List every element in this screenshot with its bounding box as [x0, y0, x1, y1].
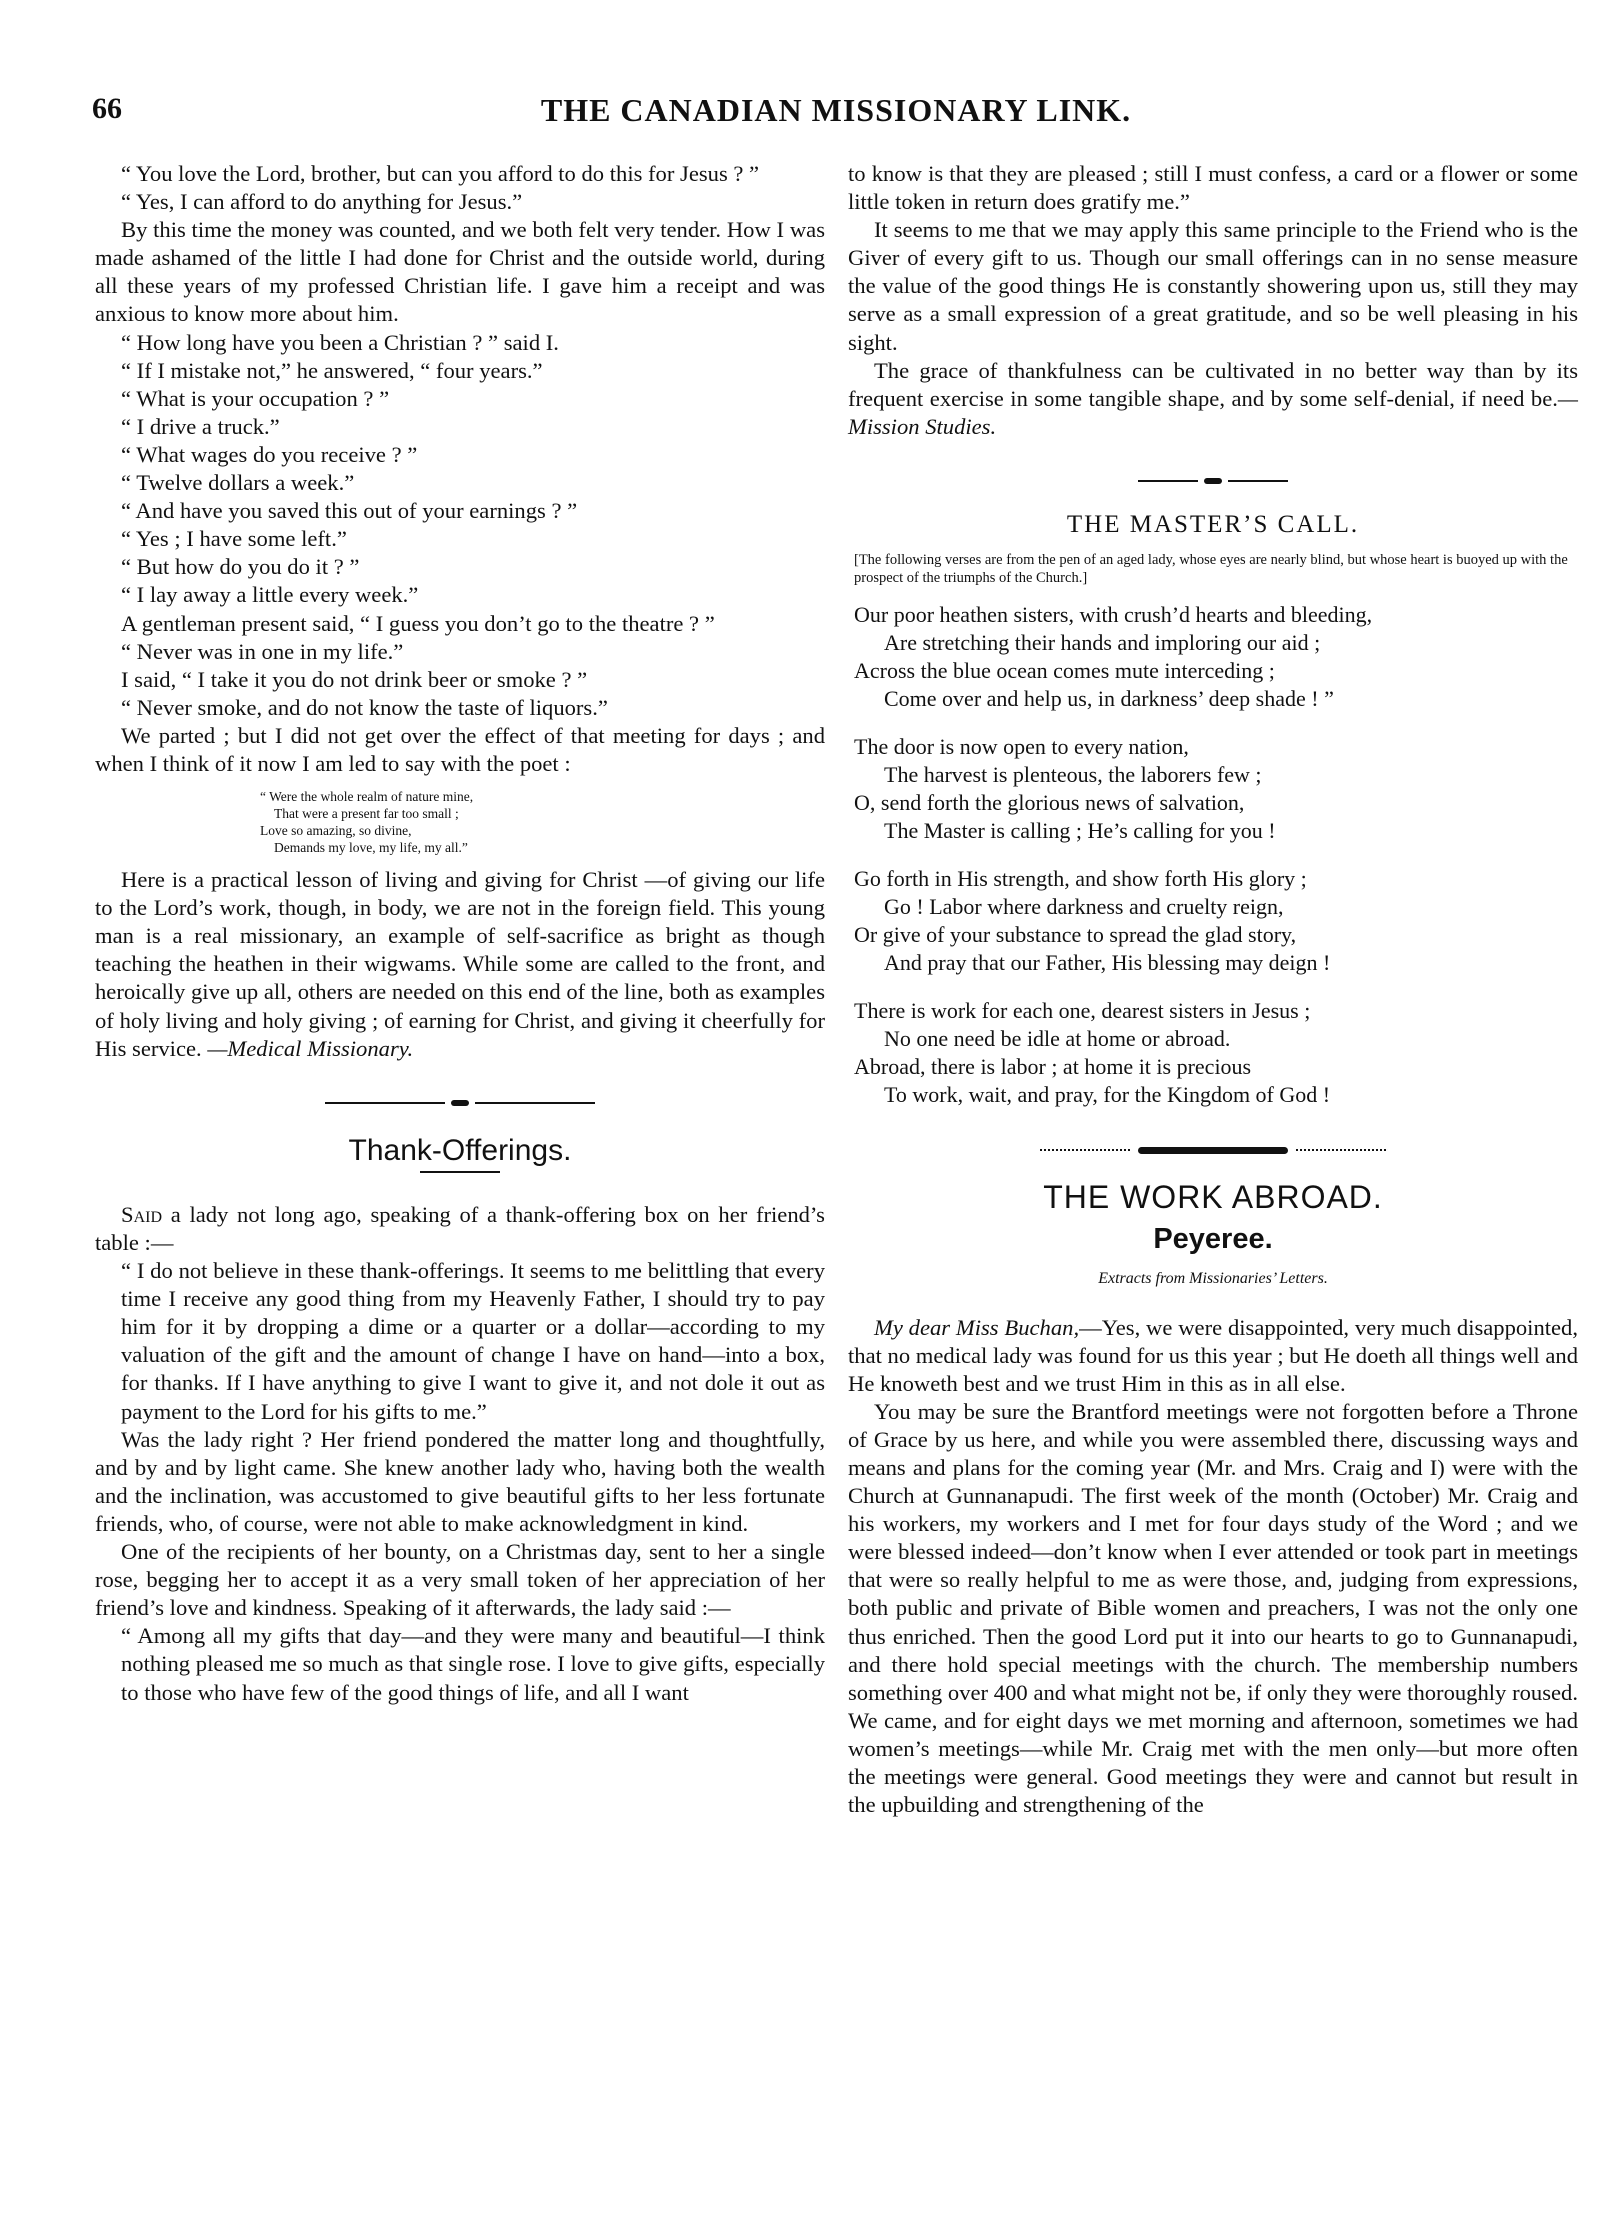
paragraph: “ You love the Lord, brother, but can you afford to do this for Jesus ? ”: [121, 161, 760, 186]
closing-paragraph: [95, 866, 825, 1063]
verse-line: No one need be idle at home or abroad.: [884, 1026, 1231, 1052]
letter-body: [848, 1314, 1578, 1820]
title-rule: [420, 1171, 500, 1173]
verse-line: To work, wait, and pray, for the Kingdom of God !: [884, 1082, 1331, 1108]
verse-line: Across the blue ocean comes mute interceding ;: [854, 658, 1275, 684]
running-head: THE CANADIAN MISSIONARY LINK.: [540, 92, 1132, 128]
paragraph: “ Twelve dollars a week.”: [121, 470, 355, 496]
paragraph: “ If I mistake not,” he answered, “ four years.”: [121, 357, 543, 383]
paragraph: [848, 1314, 1578, 1398]
paragraph-text: The grace of thankfulness can be cultivated in no better way than by its frequent exercise in some tangible shape, and by some self-denial, if need be.: [848, 357, 1578, 411]
masters-call-title: THE MASTER’S CALL.: [1066, 511, 1360, 539]
verse-line: O, send forth the glorious news of salvation,: [854, 790, 1245, 816]
section-separator: [95, 1087, 825, 1115]
verse-line: Come over and help us, in darkness’ deep shade ! ”: [884, 686, 1334, 712]
peyeree-title: Peyeree.: [1153, 1223, 1273, 1256]
verse-line: Are stretching their hands and imploring our aid ;: [884, 630, 1321, 656]
paragraph: I said, “ I take it you do not drink beer or smoke ? ”: [121, 666, 588, 692]
stanza: [854, 601, 1578, 713]
right-column: [848, 160, 1578, 1819]
paragraph: “ Yes ; I have some left.”: [121, 526, 347, 552]
lead-word: Said: [121, 1201, 163, 1227]
verse-line: The harvest is plenteous, the laborers few ;: [884, 762, 1262, 788]
paragraph: “ I drive a truck.”: [121, 413, 280, 439]
extracts-caption: Extracts from Missionaries’ Letters.: [1098, 1270, 1328, 1288]
masters-call-verses: [848, 601, 1578, 1109]
left-dialogue: [95, 160, 825, 778]
paragraph: “ What wages do you receive ? ”: [121, 441, 418, 467]
salutation: My dear Miss Buchan,: [874, 1314, 1080, 1340]
thank-offerings-body: [95, 1201, 825, 1707]
paragraph: “ But how do you do it ? ”: [121, 554, 360, 580]
left-column: [95, 160, 825, 1707]
verse-line: Go ! Labor where darkness and cruelty reign,: [884, 894, 1284, 920]
paragraph-text: It seems to me that we may apply this same principle to the Friend who is the Giver of every gift to us. Though our small offerings can in no sense measure the value of the good things He is constantly showering upon us, still they may serve as a small expression of a great gratitude, and so be well pleasing in his sight.: [848, 217, 1578, 355]
page-header: [92, 92, 1580, 138]
verse-line: Or give of your substance to spread the glad story,: [854, 922, 1297, 948]
section-separator-2: [848, 465, 1578, 493]
paragraph: “ Never was in one in my life.”: [121, 638, 404, 664]
paragraph: [848, 160, 1578, 216]
paragraph: “ What is your occupation ? ”: [121, 385, 390, 411]
verse-line: Our poor heathen sisters, with crush’d hearts and bleeding,: [854, 602, 1373, 628]
verse-line: There is work for each one, dearest sisters in Jesus ;: [854, 998, 1311, 1024]
poem-line: “ Were the whole realm of nature mine,: [260, 789, 474, 805]
poem-line: Love so amazing, so divine,: [260, 823, 412, 839]
stanza: [854, 733, 1578, 845]
poem-line: Demands my love, my life, my all.”: [274, 840, 468, 856]
quoted-hymn: [260, 788, 825, 856]
paragraph: “ Never smoke, and do not know the taste of liquors.”: [121, 694, 608, 720]
verse-line: Abroad, there is labor ; at home it is precious: [854, 1054, 1252, 1080]
poem-line: That were a present far too small ;: [274, 806, 459, 822]
closing-text: Here is a practical lesson of living and giving for Christ —of giving our life to the Lord’s work, though, in body, we are not in the foreign field. This young man is a real missionary, an example of self-sacrifice as bright as though teaching the heathen in their wigwams. While some are called to the front, and heroically give up all, others are needed on this end of the line, both as examples of holy living and holy giving ; of earning for Christ, and giving it cheerfully for His service.: [95, 867, 825, 1061]
stanza: [854, 865, 1578, 977]
paragraph: Was the lady right ? Her friend pondered the matter long and thoughtfully, and by and by light came. She knew another lady who, having both the wealth and the inclination, was accustomed to give beautiful gifts to her less fortunate friends, who, of course, were not able to make acknowledgment in kind.: [95, 1426, 825, 1536]
paragraph: “ How long have you been a Christian ? ” said I.: [121, 329, 559, 355]
paragraph-text: —Yes, we were disappointed, very much disappointed, that no medical lady was found for us this year ; but He doeth all things well and He knoweth best and we trust Him in this as in all else.: [848, 1314, 1579, 1396]
verse-line: And pray that our Father, His blessing may deign !: [884, 950, 1331, 976]
paragraph: By this time the money was counted, and we both felt very tender. How I was made ashamed of the little I had done for Christ and the outside world, during all these years of my professed Christian life. I gave him a receipt and was anxious to know more about him.: [95, 217, 825, 327]
closing-attribution: —Medical Missionary.: [207, 1035, 414, 1061]
paragraph-text: a lady not long ago, speaking of a thank-offering box on her friend’s table :—: [95, 1201, 825, 1255]
verse-line: The Master is calling ; He’s calling for you !: [884, 818, 1276, 844]
verse-line: Go forth in His strength, and show forth His glory ;: [854, 866, 1307, 892]
paragraph: “ Among all my gifts that day—and they were many and beautiful—I think nothing pleased me so much as that single rose. I love to give gifts, especially to those who have few of the good things of life, and all I want: [121, 1623, 825, 1705]
verse-line: The door is now open to every nation,: [854, 734, 1189, 760]
right-continuation: [848, 160, 1578, 441]
paragraph: We parted ; but I did not get over the effect of that meeting for days ; and when I think of it now I am led to say with the poet :: [95, 722, 825, 776]
masters-call-note: [The following verses are from the pen of an aged lady, whose eyes are nearly blind, but whose heart is buoyed up with the prospect of the triumphs of the Church.]: [854, 552, 1568, 587]
work-abroad-title: THE WORK ABROAD.: [1043, 1179, 1383, 1216]
attribution: —Mission Studies.: [848, 385, 1578, 439]
paragraph: “ I do not believe in these thank-offerings. It seems to me belittling that every time I receive any good thing from my Heavenly Father, I should try to pay him for it by dropping a dime or a quarter or a dollar—according to my valuation of the gift and the amount of change I have on hand—into a box, for thanks. If I have anything to give I want to give it, and not dole it out as payment to the Lord for his gifts to me.”: [121, 1258, 825, 1424]
paragraph-text: to know is that they are pleased ; still I must confess, a card or a flower or some little token in return does gratify me.”: [848, 161, 1578, 215]
stanza: [854, 997, 1578, 1109]
paragraph: You may be sure the Brantford meetings were not forgotten before a Throne of Grace by us here, and while you were assembled there, discussing ways and means and plans for the coming year (Mr. and Mrs. Craig and I) were with the Church at Gunnanapudi. The first week of the month (October) Mr. Craig and his workers, my workers and I met for four days study of the Word ; and we were blessed indeed—don’t know when I ever attended or took part in meetings that were so really helpful to me as were those, and, judging from expressions, both public and private of Bible women and preachers, I was not the only one thus enriched. Then the good Lord put it into our hearts to go to Gunnanapudi, and there hold special meetings with the church. The membership numbers something over 400 and what might not be, if only they were thoroughly roused. We came, and for eight days we met morning and afternoon, sometimes we had women’s meetings—while Mr. Craig met with the men only—but more often the meetings were general. Good meetings they were and cannot but result in the upbuilding and strengthening of the: [848, 1398, 1578, 1818]
paragraph: “ Yes, I can afford to do anything for Jesus.”: [121, 189, 523, 215]
paragraph: [95, 1201, 825, 1257]
paragraph: “ I lay away a little every week.”: [121, 582, 419, 608]
heavy-rule: [848, 1135, 1578, 1163]
paragraph: A gentleman present said, “ I guess you don’t go to the theatre ? ”: [121, 610, 715, 636]
page-number: 66: [92, 92, 122, 125]
paragraph: [848, 216, 1578, 356]
paragraph: [848, 357, 1578, 441]
paragraph: “ And have you saved this out of your earnings ? ”: [121, 498, 578, 524]
paragraph: One of the recipients of her bounty, on a Christmas day, sent to her a single rose, begging her to accept it as a very small token of her appreciation of her friend’s love and kindness. Speaking of it afterwards, the lady said :—: [95, 1539, 825, 1621]
thank-offerings-title: Thank-Offerings.: [348, 1133, 572, 1167]
